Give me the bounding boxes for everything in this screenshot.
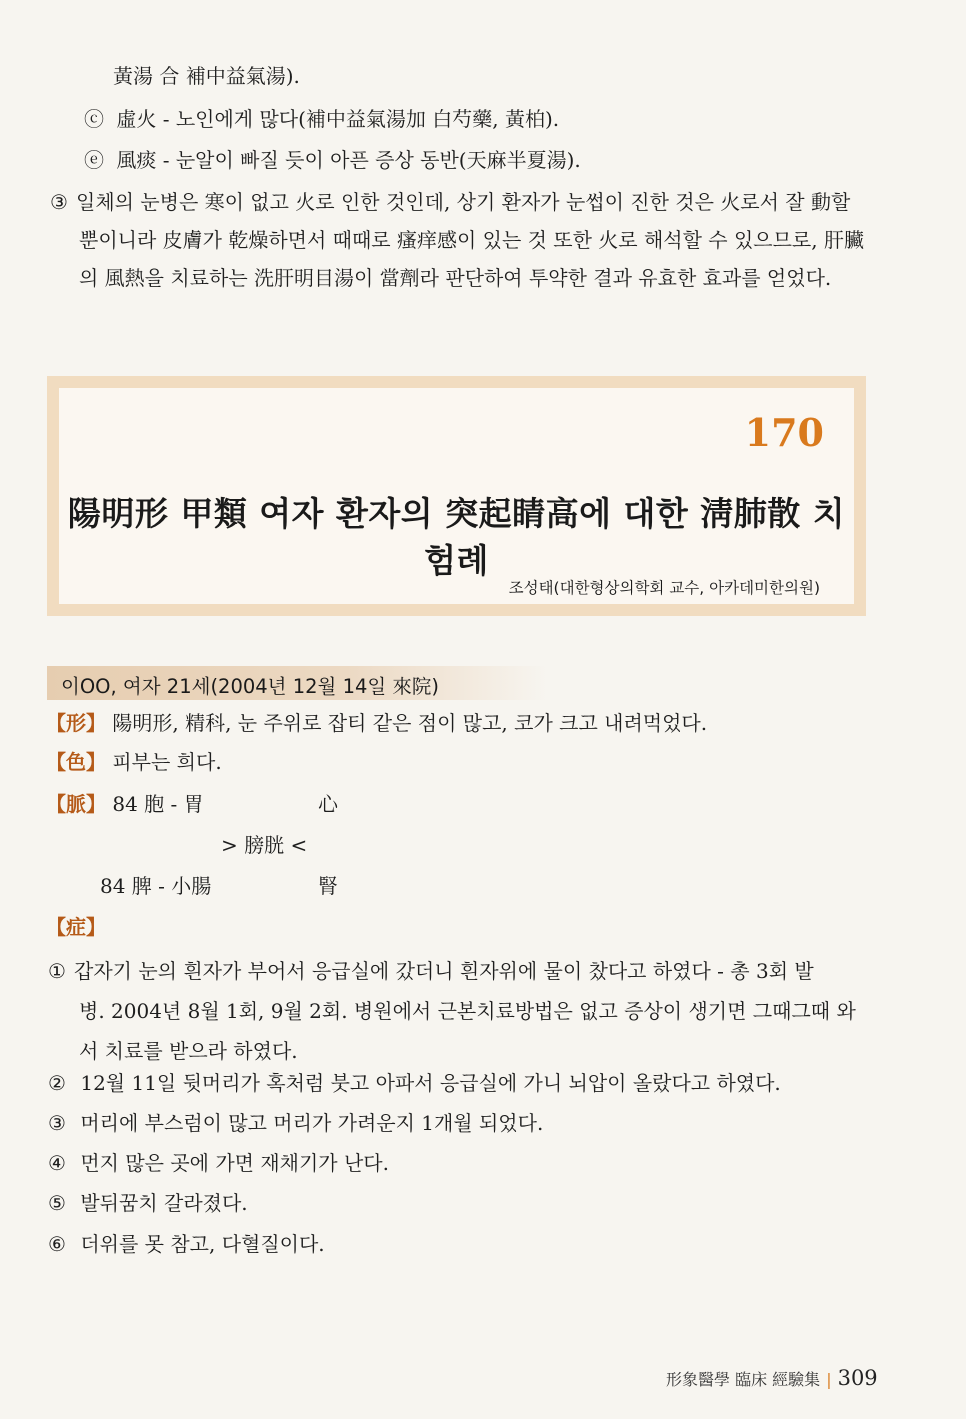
symptom-line: 병. 2004년 8월 1회, 9월 2회. 병원에서 근본치료방법은 없고 증상이 생기면 그때그때 와 — [79, 999, 856, 1023]
item-3-row — [50, 221, 864, 259]
color-text: 피부는 희다. — [112, 750, 222, 774]
pulse-tag: 【脈】 — [46, 792, 106, 816]
pulse-row3-right: 腎 — [318, 874, 338, 898]
symptom-6 — [48, 1232, 325, 1256]
symptom-line: 갑자기 눈의 흰자가 부어서 응급실에 갔더니 흰자위에 물이 찼다고 하였다 - 총 3회 발 — [74, 959, 814, 983]
symptom-4 — [48, 1151, 389, 1175]
symptom-marker: ⑤ — [48, 1191, 66, 1215]
symptom-marker: ③ — [48, 1111, 66, 1135]
symptom-line: 서 치료를 받으라 하였다. — [79, 1039, 298, 1063]
symptom-row — [48, 951, 856, 991]
case-title: 陽明形 甲類 여자 환자의 突起睛高에 대한 淸肺散 치험례 — [67, 494, 846, 580]
item-c-marker: ⓒ — [84, 107, 104, 131]
symptom-row — [48, 991, 856, 1031]
item-d-marker: ⓔ — [84, 148, 104, 172]
form-text: 陽明形, 精科, 눈 주위로 잡티 같은 점이 많고, 코가 크고 내려먹었다. — [112, 711, 708, 735]
item-3-paragraph — [50, 183, 864, 297]
symptom-line: 발뒤꿈치 갈라졌다. — [80, 1191, 248, 1215]
symptom-5 — [48, 1191, 248, 1215]
book-title: 形象醫學 臨床 經驗集 — [666, 1370, 821, 1389]
symptom-3 — [48, 1111, 543, 1135]
symptom-line: 더위를 못 참고, 다혈질이다. — [80, 1232, 325, 1256]
symptom-marker: ① — [48, 959, 66, 983]
form-observation — [46, 711, 707, 735]
patient-banner — [47, 666, 547, 700]
case-header-box — [47, 376, 866, 616]
symptom-line: 머리에 부스럼이 많고 머리가 가려운지 1개월 되었다. — [80, 1111, 544, 1135]
case-author: 조성태(대한형상의학회 교수, 아카데미한의원) — [508, 579, 820, 597]
case-header-inner — [59, 388, 854, 604]
pulse-row3-left: 84 脾 - 小腸 — [100, 874, 212, 898]
footer-separator: | — [826, 1370, 832, 1389]
patient-info: 이OO, 여자 21세(2004년 12월 14일 來院) — [61, 675, 440, 698]
symptom-2 — [48, 1071, 781, 1095]
page-number: 309 — [837, 1366, 878, 1390]
symptom-marker: ② — [48, 1071, 66, 1095]
item-3-line: 일체의 눈병은 寒이 없고 火로 인한 것인데, 상기 환자가 눈썹이 진한 것은 火로서 잘 動할 — [76, 190, 851, 214]
case-number: 170 — [744, 410, 824, 455]
symptom-tag: 【症】 — [46, 915, 106, 939]
pulse-row1-right: 心 — [318, 792, 338, 816]
symptom-1 — [48, 951, 856, 1071]
color-observation — [46, 750, 222, 774]
item-d-text: 風痰 - 눈알이 빠질 듯이 아픈 증상 동반(天麻半夏湯). — [116, 148, 581, 172]
symptom-line: 12월 11일 뒷머리가 혹처럼 붓고 아파서 응급실에 가니 뇌압이 올랐다고 하였다. — [80, 1071, 781, 1095]
pulse-row1-left: 84 胞 - 胃 — [112, 792, 204, 816]
symptom-line: 먼지 많은 곳에 가면 재채기가 난다. — [80, 1151, 389, 1175]
symptom-heading — [46, 915, 106, 939]
item-3-line: 뿐이니라 皮膚가 乾燥하면서 때때로 瘙痒感이 있는 것 또한 火로 해석할 수 있으므로, 肝臟 — [79, 228, 864, 252]
form-tag: 【形】 — [46, 711, 106, 735]
continuation-text: 黃湯 合 補中益氣湯). — [113, 64, 300, 88]
symptom-marker: ⑥ — [48, 1232, 66, 1256]
item-c-text: 虛火 - 노인에게 많다(補中益氣湯加 白芍藥, 黃柏). — [116, 107, 560, 131]
item-c — [84, 107, 559, 131]
item-3-line: 의 風熱을 치료하는 洗肝明目湯이 當劑라 판단하여 투약한 결과 유효한 효과를 얻었다. — [79, 266, 832, 290]
continuation-line — [113, 64, 300, 88]
item-d — [84, 148, 581, 172]
item-3-row — [50, 259, 864, 297]
page-footer — [666, 1366, 878, 1390]
color-tag: 【色】 — [46, 750, 106, 774]
symptom-row — [48, 1031, 856, 1071]
symptom-marker: ④ — [48, 1151, 66, 1175]
pulse-row2: > 膀胱 < — [221, 833, 308, 857]
item-3-row — [50, 183, 864, 221]
pulse-observation — [46, 792, 204, 816]
item-3-marker: ③ — [50, 190, 68, 214]
